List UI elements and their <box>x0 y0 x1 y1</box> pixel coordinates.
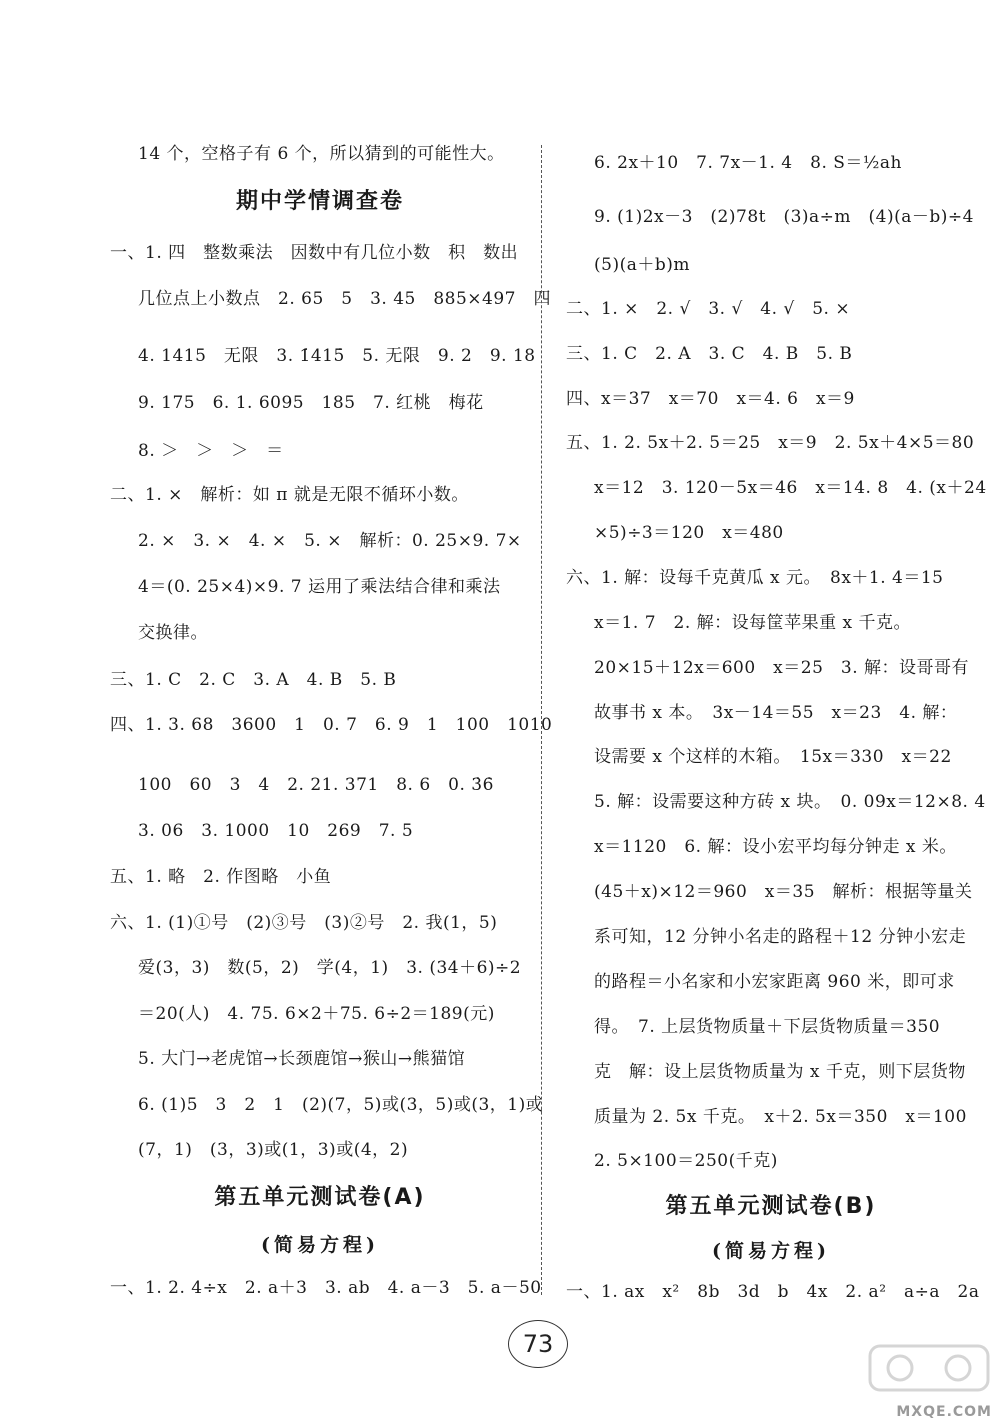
answer-line: ×5)÷3＝120 x＝480 <box>594 523 784 543</box>
answer-line: 得。 7. 上层货物质量＋下层货物质量＝350 <box>594 1017 941 1037</box>
answer-line: 20×15＋12x＝600 x＝25 3. 解：设哥哥有 <box>594 658 970 678</box>
watermark-text: MXQE.COM <box>896 1404 992 1420</box>
answer-line: 二、1. × 解析：如 π 就是无限不循环小数。 <box>110 485 469 505</box>
answer-line: 9. 175 6. 1. 6095 185 7. 红桃 梅花 <box>138 393 484 413</box>
intro-line: 14 个，空格子有 6 个，所以猜到的可能性大。 <box>138 144 505 164</box>
answer-line: 五、1. 2. 5x＋2. 5＝25 x＝9 2. 5x＋4×5＝80 <box>566 433 975 453</box>
section-title: 期中学情调查卷 <box>235 189 404 214</box>
unit-a-subtitle: (简易方程) <box>261 1234 379 1256</box>
answer-line: (7，1) (3，3)或(1，3)或(4，2) <box>138 1140 409 1160</box>
answer-line: 二、1. × 2. √ 3. √ 4. √ 5. × <box>566 299 851 319</box>
answer-line: 6. (1)5 3 2 1 (2)(7，5)或(3，5)或(3，1)或 <box>138 1095 544 1115</box>
answer-line: 5. 解：设需要这种方砖 x 块。 0. 09x＝12×8. 4 <box>594 792 986 812</box>
answer-line: 100 60 3 4 2. 21. 371 8. 6 0. 3̇6̇ <box>138 775 494 795</box>
unit-b-title: 第五单元测试卷(B) <box>665 1194 877 1219</box>
answer-line: (45＋x)×12＝960 x＝35 解析：根据等量关 <box>594 882 973 902</box>
answer-line: 4. 1415 无限 3. 1̇415̇ 5. 无限 9. 2 9. 18 <box>138 346 536 366</box>
answer-line: 3. 06 3. 1000 10 269 7. 5 <box>138 821 414 841</box>
answer-line: 系可知，12 分钟小名走的路程＋12 分钟小宏走 <box>594 927 967 947</box>
answer-line: 四、1. 3. 68 3600 1 0. 7 6. 9 1 100 1010 <box>110 715 553 735</box>
answer-line: 六、1. (1)①号 (2)③号 (3)②号 2. 我(1，5) <box>110 913 498 933</box>
answer-line: 交换律。 <box>138 623 208 643</box>
answer-line: x＝1. 7 2. 解：设每筐苹果重 x 千克。 <box>594 613 912 633</box>
answer-line: 的路程＝小名家和小宏家距离 960 米，即可求 <box>594 972 955 992</box>
answer-line: x＝1120 6. 解：设小宏平均每分钟走 x 米。 <box>594 837 957 857</box>
answer-line: ＝20(人) 4. 75. 6×2＋75. 6÷2＝189(元) <box>138 1004 495 1024</box>
answer-line: 一、1. ax x² 8b 3d b 4x 2. a² a÷a 2a <box>566 1282 980 1302</box>
unit-a-title: 第五单元测试卷(A) <box>214 1185 426 1210</box>
answer-line: 设需要 x 个这样的木箱。 15x＝330 x＝22 <box>594 747 952 767</box>
answer-line: 8. ＞ ＞ ＞ ＝ <box>138 441 284 461</box>
answer-line: 三、1. C 2. C 3. A 4. B 5. B <box>110 670 397 690</box>
answer-line: 故事书 x 本。 3x－14＝55 x＝23 4. 解： <box>594 703 958 723</box>
answer-line: 爱(3，3) 数(5，2) 学(4，1) 3. (34＋6)÷2 <box>138 958 522 978</box>
page-number: 73 <box>508 1320 568 1368</box>
answer-line: 9. (1)2x－3 (2)78t (3)a÷m (4)(a－b)÷4 <box>594 207 974 227</box>
answer-line: 2. 5×100＝250(千克) <box>594 1151 778 1171</box>
answer-line: 5. 大门→老虎馆→长颈鹿馆→猴山→熊猫馆 <box>138 1049 466 1069</box>
answer-line: 6. 2x＋10 7. 7x－1. 4 8. S＝½ah <box>594 153 902 173</box>
answer-line: 四、x＝37 x＝70 x＝4. 6 x＝9 <box>566 389 855 409</box>
answer-line: 五、1. 略 2. 作图略 小鱼 <box>110 867 332 887</box>
answer-line: 克 解：设上层货物质量为 x 千克，则下层货物 <box>594 1062 966 1082</box>
answer-line: 一、1. 四 整数乘法 因数中有几位小数 积 数出 <box>110 243 519 263</box>
column-divider <box>541 145 542 1295</box>
unit-b-subtitle: (简易方程) <box>712 1240 830 1262</box>
answer-line: (5)(a＋b)m <box>594 255 690 275</box>
answer-line: 几位点上小数点 2. 65 5 3. 45 885×497 四 <box>138 289 551 309</box>
answer-line: 一、1. 2. 4÷x 2. a＋3 3. ab 4. a－3 5. a－50 <box>110 1278 542 1298</box>
answer-line: x＝12 3. 120－5x＝46 x＝14. 8 4. (x＋24 <box>594 478 987 498</box>
answer-line: 六、1. 解：设每千克黄瓜 x 元。 8x＋1. 4＝15 <box>566 568 944 588</box>
answer-line: 2. × 3. × 4. × 5. × 解析：0. 25×9. 7× <box>138 531 522 551</box>
answer-line: 三、1. C 2. A 3. C 4. B 5. B <box>566 344 853 364</box>
answer-line: 质量为 2. 5x 千克。 x＋2. 5x＝350 x＝100 <box>594 1107 967 1127</box>
answer-line: 4＝(0. 25×4)×9. 7 运用了乘法结合律和乘法 <box>138 577 501 597</box>
